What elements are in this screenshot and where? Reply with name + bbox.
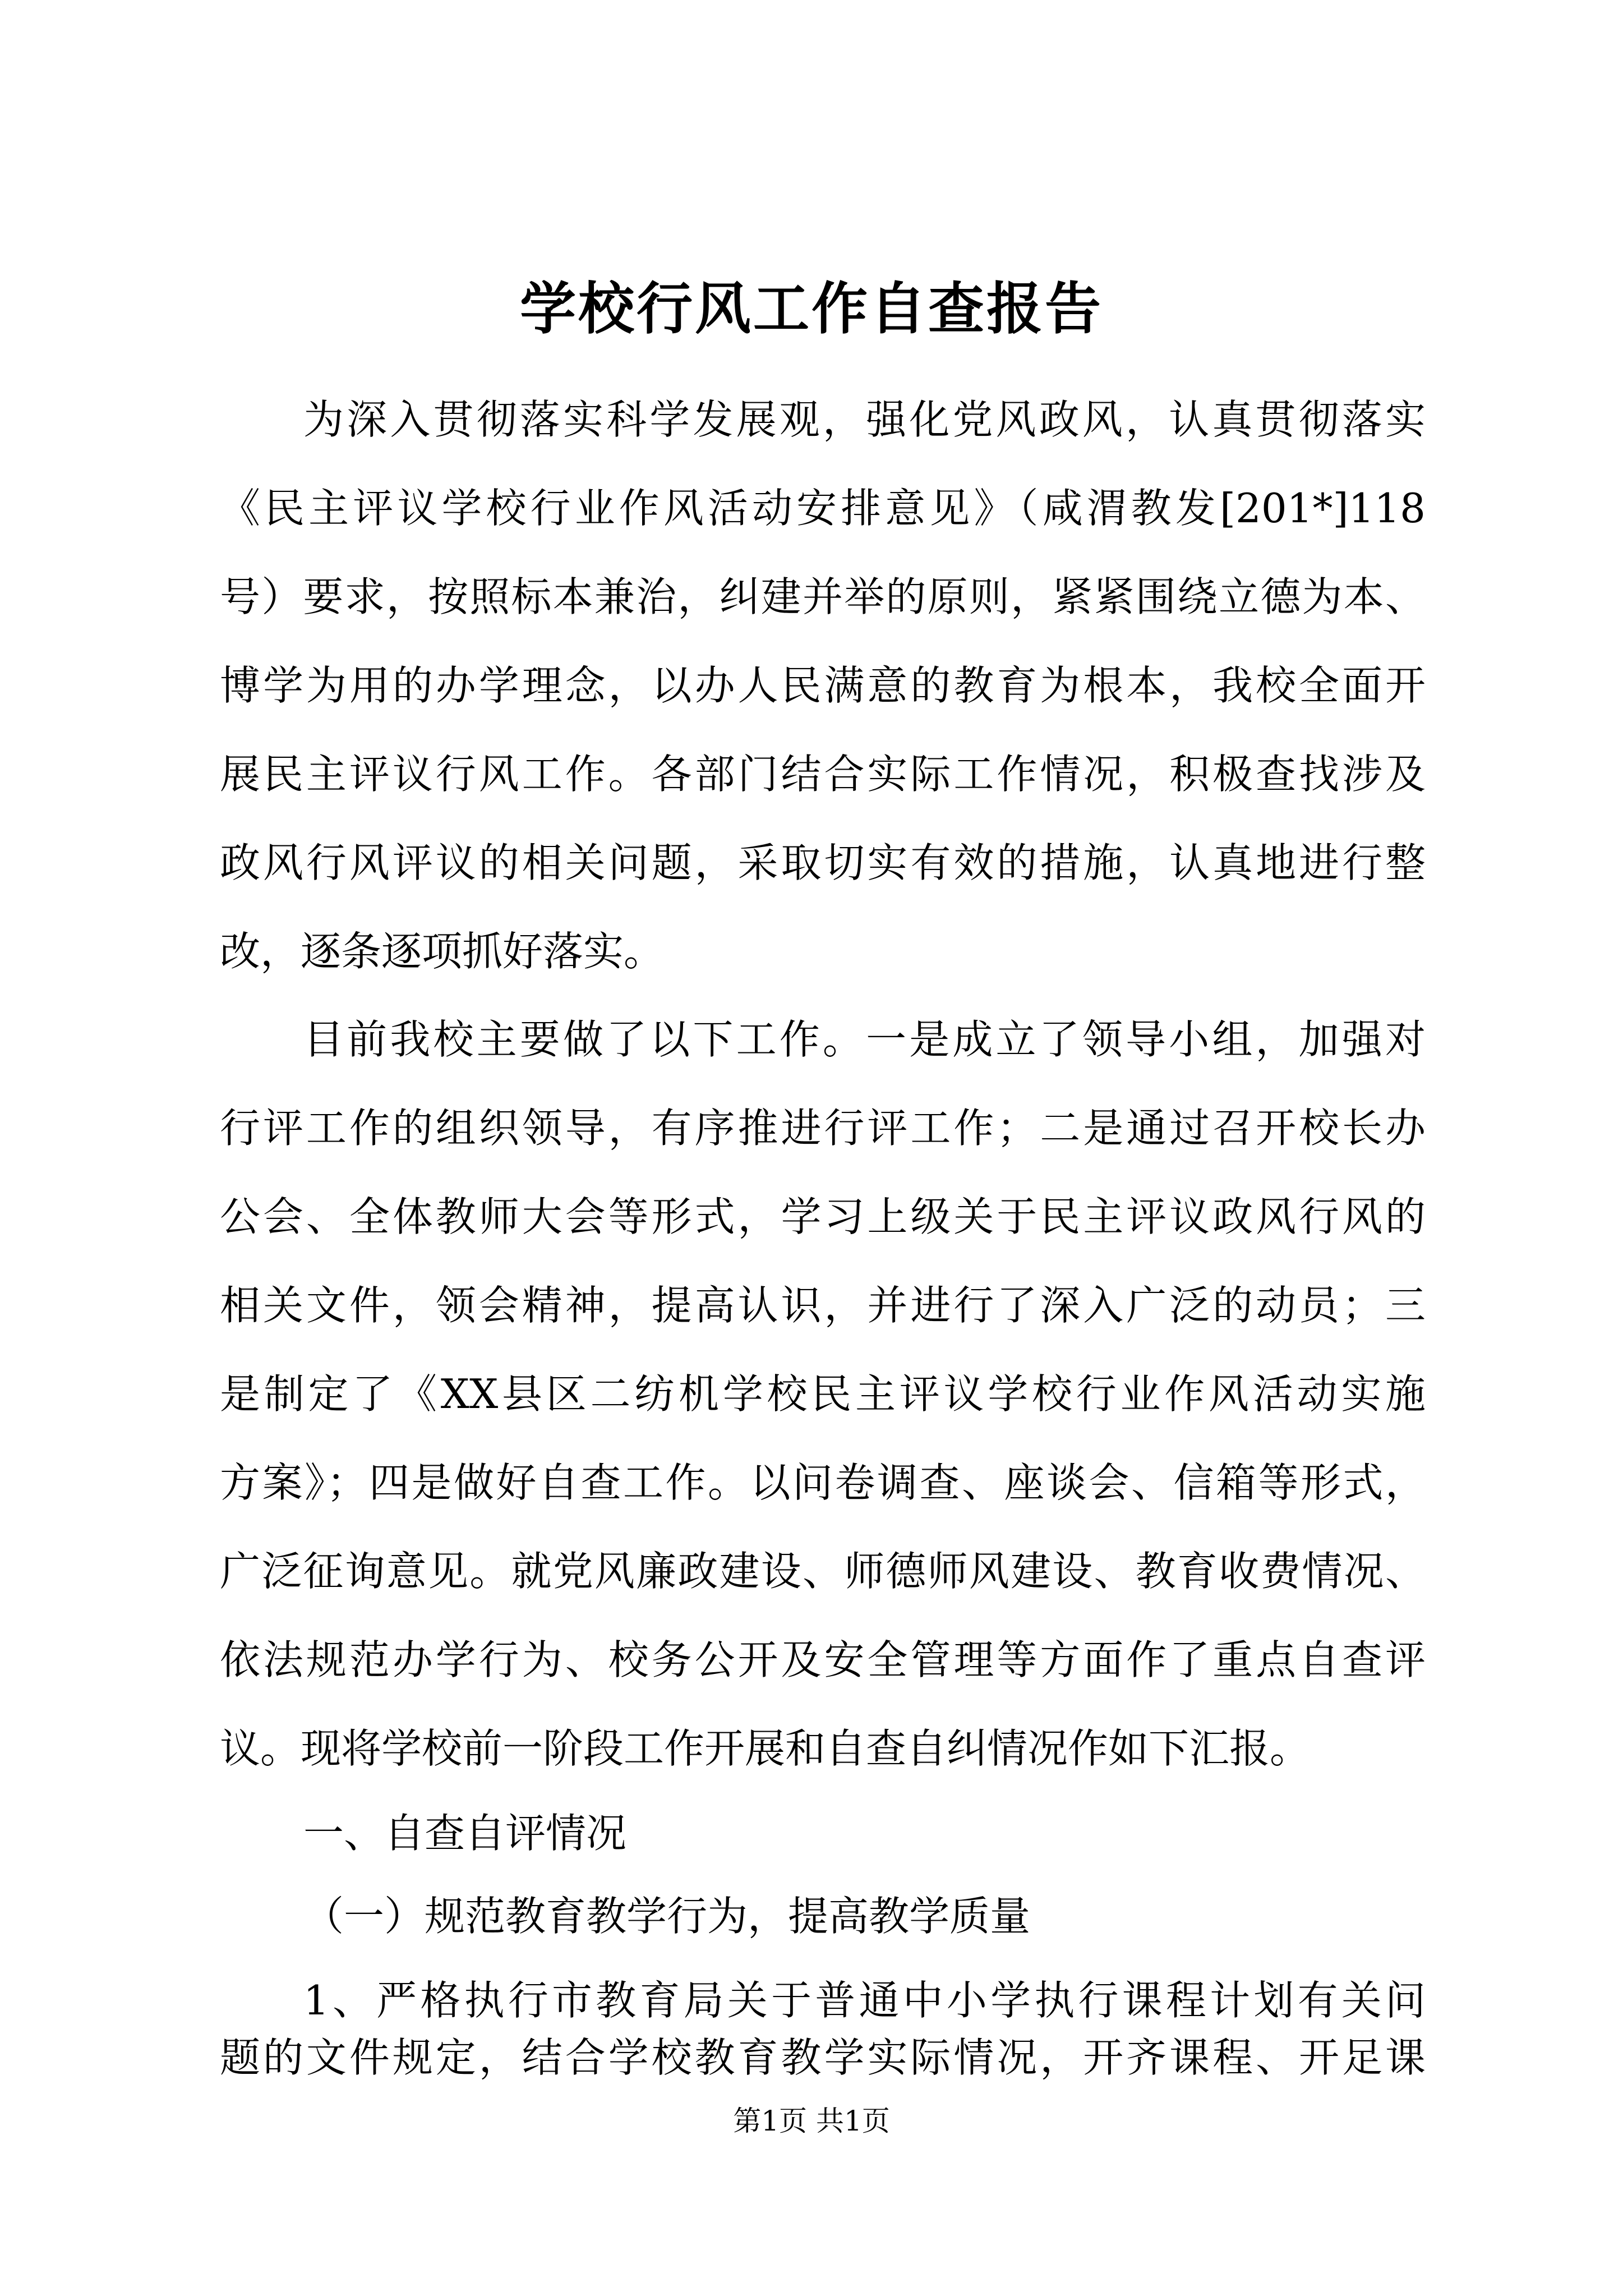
paragraph-1-line-5: 展民主评议行风工作。各部门结合实际工作情况，积极查找涉及 xyxy=(220,751,1426,798)
subsection-heading: （一）规范教育教学行为，提高教学质量 xyxy=(303,1893,1031,1940)
paragraph-2-line-9: 议。现将学校前一阶段工作开展和自查自纠情况作如下汇报。 xyxy=(220,1725,1311,1772)
section-heading: 一、自查自评情况 xyxy=(303,1810,627,1857)
paragraph-2-line-8: 依法规范办学行为、校务公开及安全管理等方面作了重点自查评 xyxy=(220,1636,1426,1683)
paragraph-1-line-3: 号）要求，按照标本兼治，纠建并举的原则，紧紧围绕立德为本、 xyxy=(220,573,1426,620)
paragraph-1-line-6: 政风行风评议的相关问题，采取切实有效的措施，认真地进行整 xyxy=(220,839,1426,886)
paragraph-2-line-3: 公会、全体教师大会等形式，学习上级关于民主评议政风行风的 xyxy=(220,1193,1426,1240)
paragraph-2-line-4: 相关文件，领会精神，提高认识，并进行了深入广泛的动员；三 xyxy=(220,1282,1426,1329)
page-footer: 第1页 共1页 xyxy=(733,2105,890,2137)
paragraph-2-line-5: 是制定了《XX县区二纺机学校民主评议学校行业作风活动实施 xyxy=(220,1370,1426,1418)
paragraph-2-line-7: 广泛征询意见。就党风廉政建设、师德师风建设、教育收费情况、 xyxy=(220,1548,1426,1595)
paragraph-2-line-2: 行评工作的组织领导，有序推进行评工作；二是通过召开校长办 xyxy=(220,1105,1426,1152)
item-1-line-1: 1、严格执行市教育局关于普通中小学执行课程计划有关问 xyxy=(303,1977,1426,2024)
paragraph-1-line-7: 改，逐条逐项抓好落实。 xyxy=(220,928,665,975)
paragraph-1-line-1: 为深入贯彻落实科学发展观，强化党风政风，认真贯彻落实 xyxy=(303,396,1426,443)
paragraph-1-line-2: 《民主评议学校行业作风活动安排意见》（咸渭教发[201*]118 xyxy=(220,485,1426,532)
paragraph-1-line-4: 博学为用的办学理念，以办人民满意的教育为根本，我校全面开 xyxy=(220,662,1426,709)
paragraph-2-line-6: 方案》；四是做好自查工作。以问卷调查、座谈会、信箱等形式， xyxy=(220,1459,1426,1506)
paragraph-2-line-1: 目前我校主要做了以下工作。一是成立了领导小组，加强对 xyxy=(303,1016,1426,1063)
item-1-line-2: 题的文件规定，结合学校教育教学实际情况，开齐课程、开足课 xyxy=(220,2034,1426,2081)
document-title: 学校行风工作自查报告 xyxy=(520,275,1103,342)
